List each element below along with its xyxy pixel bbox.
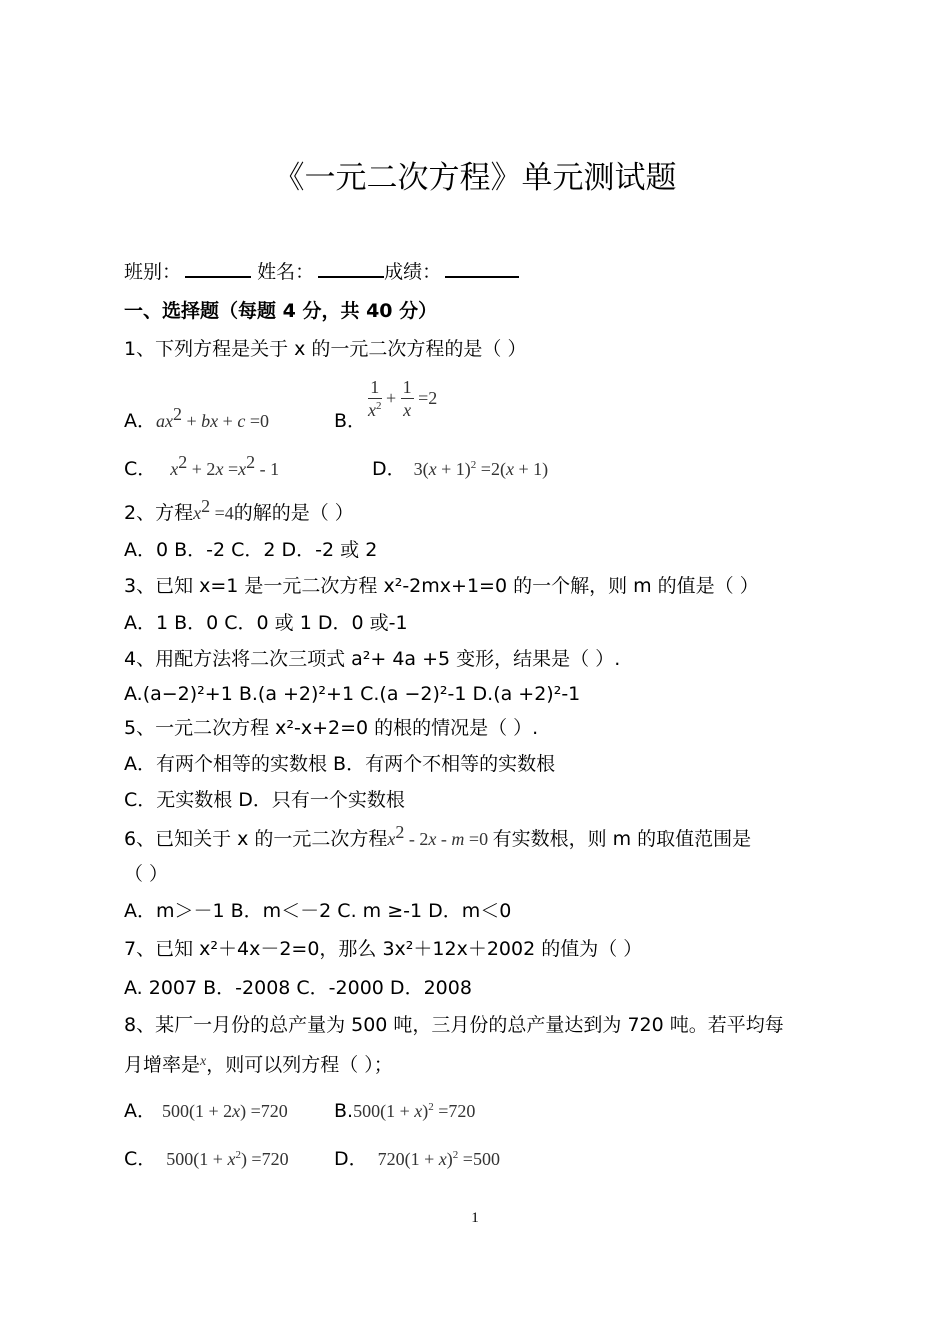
name-label: 姓名： xyxy=(257,261,315,283)
q5-options-line1: A．有两个相等的实数根 B．有两个不相等的实数根 xyxy=(124,753,556,775)
q3-options: A．1 B．0 C．0 或 1 D．0 或-1 xyxy=(124,612,408,634)
q2-stem: 2、方程$x^2 =4$的解的是（ ） xyxy=(124,496,354,524)
q1-d-formula: $3(x + 1)^2 =2(x + 1)$ xyxy=(413,459,549,479)
q4-options: A.(a−2)²+1 B.(a +2)²+1 C.(a −2)²-1 D.(a +2)²-1 xyxy=(124,683,581,705)
q5-options-line2: C．无实数根 D．只有一个实数根 xyxy=(124,789,405,811)
q6-options: A．m＞－1 B．m＜－2 C. m ≥-1 D．m＜0 xyxy=(124,900,512,922)
q1-stem: 1、下列方程是关于 x 的一元二次方程的是（ ） xyxy=(124,338,527,360)
q1-b-formula: $\frac{1}{x^2}$ + $\frac{1}{x}$ =2 xyxy=(368,377,438,420)
q8-d-formula: $720(1 + x)^2 =500$ xyxy=(377,1149,500,1169)
q8-a-formula: 500(1 + 2x) =720 xyxy=(162,1101,288,1121)
q6-stem: 6、已知关于 x 的一元二次方程$x^2 - 2x - m =0$ 有实数根，则 m 的取值范围是 xyxy=(124,822,752,850)
score-blank xyxy=(445,258,519,278)
page-number: 1 xyxy=(471,1210,479,1226)
q3-stem: 3、已知 x=1 是一元二次方程 x²-2mx+1=0 的一个解，则 m 的值是（ ） xyxy=(124,575,759,597)
q8-c-formula: $500(1 + x^2) =720$ xyxy=(166,1149,289,1169)
class-label: 班别： xyxy=(124,261,182,283)
name-blank xyxy=(318,258,384,278)
q1-option-b-label: B． xyxy=(334,410,367,432)
q8-option-a: A． 500(1 + 2x) =720 xyxy=(124,1100,288,1122)
q6-formula: $x^2 - 2x - m =0$ xyxy=(387,822,493,849)
q5-stem: 5、一元二次方程 x²-x+2=0 的根的情况是（ ）. xyxy=(124,717,539,739)
q4-stem: 4、用配方法将二次三项式 a²+ 4a +5 变形，结果是（ ）. xyxy=(124,648,621,670)
q1-c-formula: $x^2 + 2x =x^2 - 1$ xyxy=(170,452,280,479)
q7-options: A. 2007 B．-2008 C．-2000 D．2008 xyxy=(124,977,472,999)
section-heading: 一、选择题（每题 4 分，共 40 分） xyxy=(124,300,438,322)
student-info-line xyxy=(124,258,519,285)
q2-formula: $x^2 =4$ xyxy=(193,496,234,523)
q1-option-c: C． $x^2 + 2x =x^2 - 1$ xyxy=(124,452,280,480)
q1-option-d: D． $3(x + 1)^2 =2(x + 1)$ xyxy=(372,458,549,480)
q1-a-formula: $ax^2$ + bx + c =0 xyxy=(156,404,269,431)
q6-stem-line2: （ ） xyxy=(124,863,169,885)
q2-options: A．0 B．-2 C．2 D．-2 或 2 xyxy=(124,539,378,561)
q7-stem: 7、已知 x²＋4x－2=0，那么 3x²＋12x＋2002 的值为（ ） xyxy=(124,938,643,960)
q8-option-c: C． $500(1 + x^2) =720$ xyxy=(124,1148,289,1170)
q1-option-a: A．$ax^2$ + bx + c =0 xyxy=(124,404,269,432)
q8-x-variable: x xyxy=(200,1054,207,1069)
q8-stem-line1: 8、某厂一月份的总产量为 500 吨，三月份的总产量达到为 720 吨。若平均每 xyxy=(124,1014,784,1036)
q8-option-d: D． $720(1 + x)^2 =500$ xyxy=(334,1148,500,1170)
score-label: 成绩： xyxy=(384,261,442,283)
q8-b-formula: $500(1 + x)^2 =720$ xyxy=(353,1101,476,1121)
class-blank xyxy=(185,258,251,278)
q8-option-b: $B.500(1 + x)^2 =720$ xyxy=(334,1100,476,1122)
document-title: 《一元二次方程》单元测试题 xyxy=(273,160,677,196)
q8-stem-line2: 月增率是$^x$，则可以列方程（ ）； xyxy=(124,1054,393,1076)
